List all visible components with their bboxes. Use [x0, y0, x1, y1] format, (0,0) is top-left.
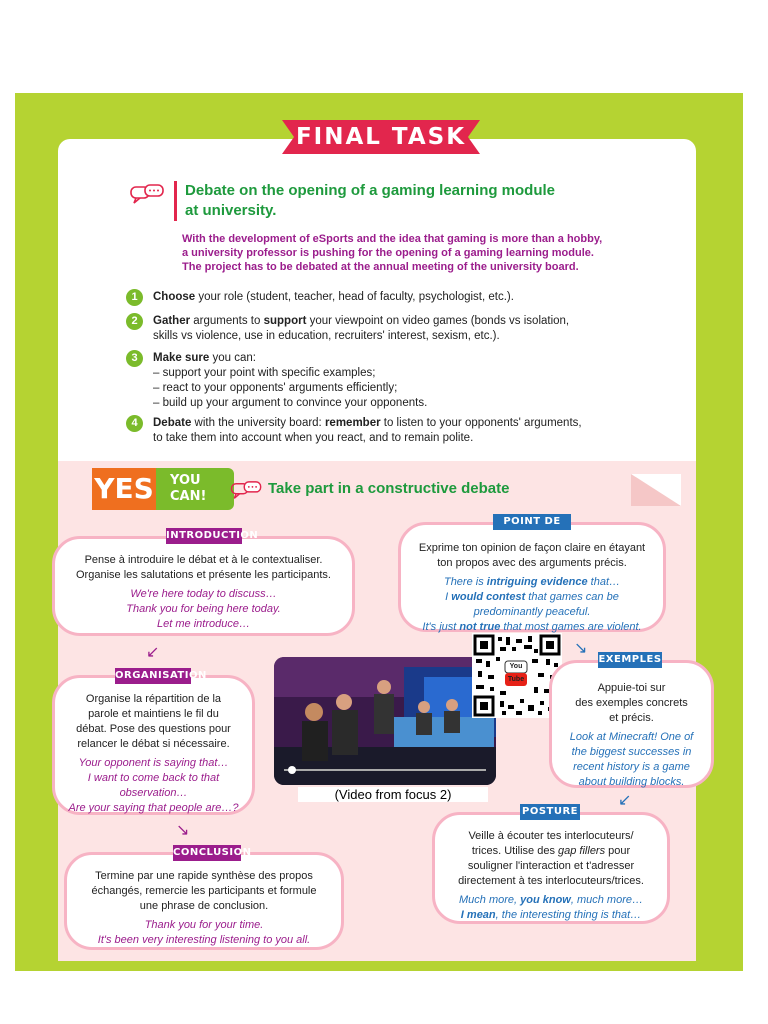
speech-bubbles-icon — [230, 481, 264, 501]
introduction-bubble: Pense à introduire le débat et à le contextualiser. Organise les salutations et présente les participants. We're here today to discuss… Thank you for being here today. Let me introduce… — [52, 536, 355, 636]
posture-bubble: Veille à écouter tes interlocuteurs/ trices. Utilise des gap fillers pour souligner l'interaction et t'adresser directement à tes interlocuteurs/trices. Much more, you know, much more… I mean, the interesting thing is that… — [432, 812, 670, 924]
arrow-down-icon: ↙ — [146, 644, 160, 661]
introduction-label: INTRODUCTION — [166, 528, 242, 544]
exemples-bubble: Appuie-toi sur des exemples concrets et précis. Look at Minecraft! One of the biggest successes in recent history is a game about building blocks. — [549, 660, 714, 788]
yes-you-can-title: Take part in a constructive debate — [268, 480, 510, 497]
page-fold — [631, 474, 681, 506]
you-can-badge: YOU CAN! — [156, 468, 234, 510]
video-thumbnail[interactable] — [274, 657, 496, 785]
step-number: 1 — [126, 289, 143, 306]
banner-title: FINAL TASK — [295, 124, 467, 150]
speech-bubbles-icon — [130, 184, 166, 206]
arrow-down-icon: ↙ — [618, 792, 632, 809]
step-text: Gather arguments to support your viewpoint on video games (bonds vs isolation, skills vs violence, use in education, recruiters' interest, sexism, etc.). — [153, 315, 570, 342]
arrow-down-icon: ↘ — [176, 822, 190, 839]
yes-badge: YES — [92, 468, 156, 510]
step-text: Debate with the university board: remember to listen to your opponents' arguments, to take them into account when you react, and to remain polite. — [153, 417, 582, 444]
conclusion-bubble: Termine par une rapide synthèse des propos échangés, remercie les participants et formule une phrase de conclusion. Thank you for your time. It's been very interesting listening to you all. — [64, 852, 344, 950]
youtube-logo: You Tube — [507, 663, 525, 683]
step-number: 4 — [126, 415, 143, 432]
intro-text: With the development of eSports and the idea that gaming is more than a hobby, a university professor is pushing for the opening of a gaming learning module. The project has to be debated at the annual meeting of the university board. — [182, 233, 603, 273]
step-number: 2 — [126, 313, 143, 330]
arrow-down-icon: ↘ — [574, 640, 588, 657]
main-title: Debate on the opening of a gaming learning module at university. — [174, 181, 605, 221]
step-text: Make sure you can: – support your point with specific examples; – react to your opponents' arguments efficiently; – build up your argument to convince your opponents. — [153, 352, 428, 409]
step-text: Choose your role (student, teacher, head of faculty, psychologist, etc.). — [153, 291, 514, 303]
point-de-vue-label: POINT DE VUE — [493, 514, 571, 530]
organisation-bubble: Organise la répartition de la parole et maintiens le fil du débat. Pose des questions pour relancer le débat si nécessaire. Your opponent is saying that… I want to come back to that observation… Are your saying that people are…? — [52, 675, 255, 815]
step-number: 3 — [126, 350, 143, 367]
point-de-vue-bubble: Exprime ton opinion de façon claire en étayant ton propos avec des arguments précis. There is intriguing evidence that… I would contest that games can be predominantly peaceful. It's just not true that most games are violent. — [398, 522, 666, 632]
posture-label: POSTURE — [520, 804, 580, 820]
exemples-label: EXEMPLES — [598, 652, 662, 668]
organisation-label: ORGANISATION — [115, 668, 191, 684]
video-caption: (Video from focus 2) — [298, 787, 488, 802]
conclusion-label: CONCLUSION — [173, 845, 241, 861]
